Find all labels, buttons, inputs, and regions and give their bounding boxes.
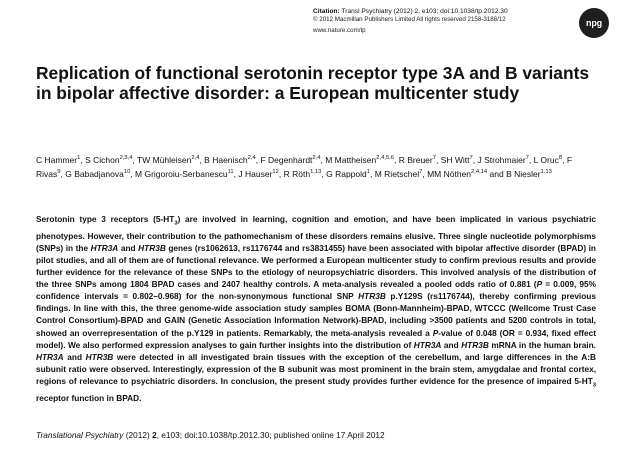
author: G Babadjanova$^{10}$ — [65, 168, 131, 179]
author: J Strohmaier$^7$ — [477, 154, 529, 165]
author: B Niesler$^{1,13}$ — [506, 168, 552, 179]
author: M Rietschel$^7$ — [374, 168, 423, 179]
author: M Grigoroiu-Serbanescu$^{11}$ — [135, 168, 234, 179]
journal-year: (2012) — [123, 430, 153, 440]
author: F Rivas$^9$ — [36, 154, 573, 179]
citation-label: Citation: — [313, 8, 340, 15]
author: M Mattheisen$^{2,4,5,6}$ — [325, 154, 394, 165]
author-list: C Hammer$^1$, S Cichon$^{2,3,4}$, TW Mühleisen$^{2,4}$, B Haenisch$^{2,4}$, F Degenhardt$^{2,4}$, M Mattheisen$^{2,4,5,6}$, R Breuer$^7$, SH Witt$^7$, J Strohmaier$^7$, L Oruc$^8$, F Rivas$^9$, G Babadjanova$^{10}$, M Grigoroiu-Serbanescu$^{11}$, J Hauser$^{12}$, R Röth$^{1,13}$, G Rappold$^1$, M Rietschel$^7$, MM Nöthen$^{2,4,14}$ and B Niesler$^{1,13}$ — [36, 154, 573, 179]
citation-line — [313, 8, 563, 16]
author: C Hammer$^1$ — [36, 154, 81, 165]
abstract: Serotonin type 3 receptors $(5-HT_3)$ are involved in learning, cognition and emotion, and have been implicated in various psychiatric phenotypes. However, their contribution to the pathomechanism of these disorders remains elusive. Three single nucleotide polymorphisms (SNPs) in the HTR3A and HTR3B genes (rs1062613, rs1176744 and rs3831455) have been associated with bipolar affective disorder (BPAD) in pilot studies, and all of them are of functional relevance. We performed a European multicenter study to confirm previous results and provide further evidence for the relevance of these SNPs to the etiology of neuropsychiatric disorders. This involved analysis of the distribution of the three SNPs among 1804 BPAD cases and 2407 healthy controls. A meta-analysis revealed a pooled odds ratio of 0.881 (P = 0.009, 95% confidence intervals = 0.802–0.968) for the non-synonymous functional SNP HTR3B p.Y129S (rs1176744), thereby confirming previous findings. In line with this, the three genome-wide association study samples BOMA (Bonn-Mannheim)-BPAD, WTCCC (Wellcome Trust Case Control Consortium)-BPAD and GAIN (Genetic Association Information Network)-BPAD, including >3500 patients and 5200 controls in total, showed an overrepresentation of the p.Y129 in patients. Remarkably, the meta-analysis revealed a P-value of 0.048 (OR = 0.934, fixed effect model). We also performed expression analyses to gain further insights into the distribution of HTR3A and HTR3B mRNA in the human brain. HTR3A and HTR3B were detected in all investigated brain tissues with the exception of the cerebellum, and large differences in the A:B subunit ratio were observed. Interestingly, expression of the B subunit was most prominent in the brain stem, amygdalae and frontal cortex, regions of relevance to psychiatric disorders. In conclusion, the present study provides further evidence for the presence of impaired $5-HT_3$ receptor function in BPAD. — [36, 214, 597, 403]
author: TW Mühleisen$^{2,4}$ — [137, 154, 200, 165]
author: R Röth$^{1,13}$ — [283, 168, 322, 179]
npg-logo: npg — [579, 8, 609, 38]
journal-volume: 2 — [152, 430, 157, 440]
journal-citation — [36, 429, 596, 441]
website-link[interactable]: www.nature.com/tp — [313, 27, 366, 34]
author: B Haenisch$^{2,4}$ — [204, 154, 256, 165]
journal-details: , e103; doi:10.1038/tp.2012.30; published online 17 April 2012 — [156, 430, 385, 440]
citation-text: Transl Psychiatry (2012) 2, e103; doi:10.1038/tp.2012.30 — [339, 8, 508, 15]
author: MM Nöthen$^{2,4,14}$ — [427, 168, 488, 179]
article-title: Replication of functional serotonin receptor type 3A and B variants in bipolar affective disorder: a European multicenter study — [36, 63, 590, 103]
author: J Hauser$^{12}$ — [238, 168, 279, 179]
author: R Breuer$^7$ — [398, 154, 436, 165]
journal-name: Translational Psychiatry — [36, 430, 124, 440]
author: S Cichon$^{2,3,4}$ — [85, 154, 133, 165]
author: F Degenhardt$^{2,4}$ — [260, 154, 321, 165]
copyright-line: © 2012 Macmillan Publishers Limited All rights reserved 2158-3188/12 — [313, 16, 506, 23]
citation-header — [313, 8, 563, 35]
author: L Oruc$^8$ — [533, 154, 563, 165]
author: SH Witt$^7$ — [440, 154, 473, 165]
author: G Rappold$^1$ — [326, 168, 370, 179]
